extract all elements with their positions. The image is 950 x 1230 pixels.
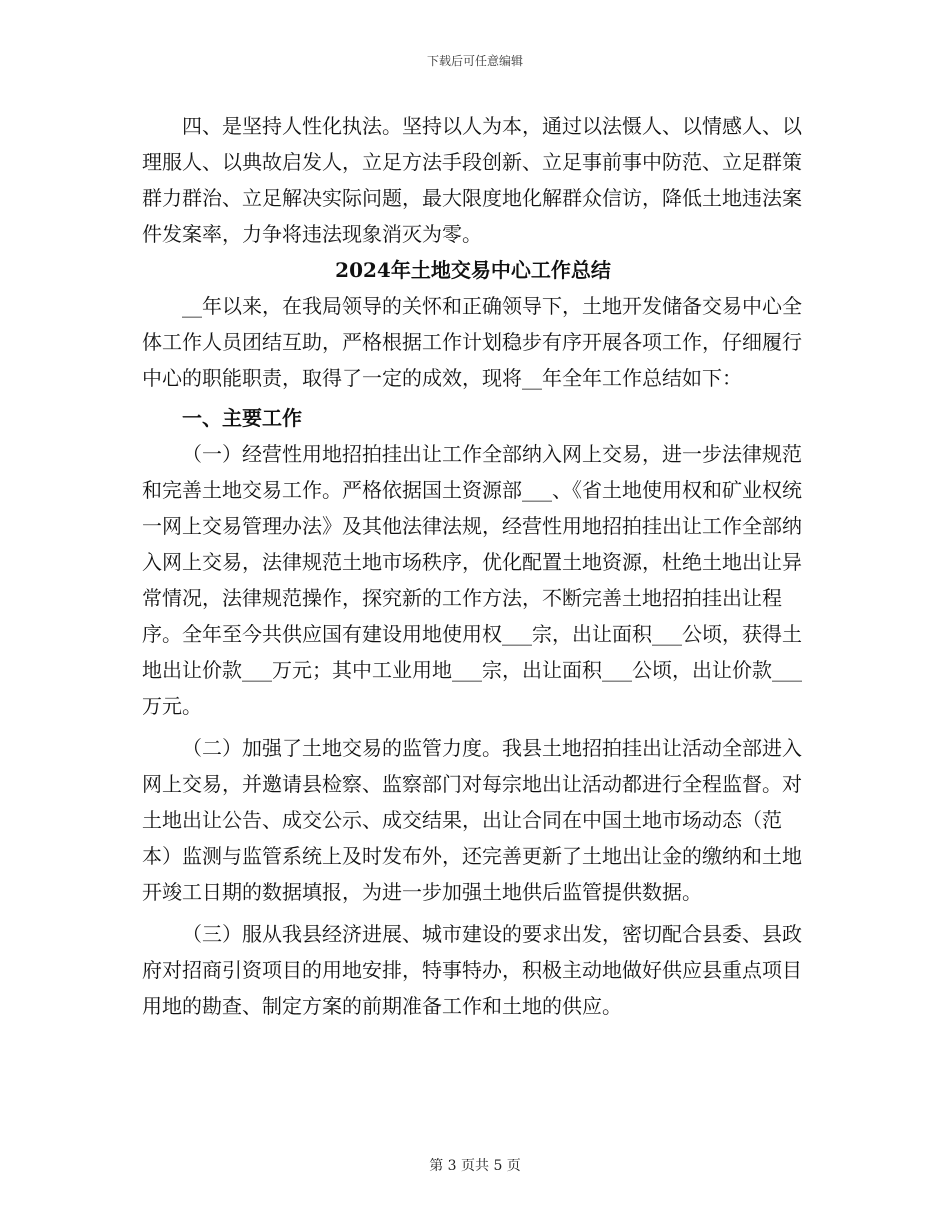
paragraph-supervision: （二）加强了土地交易的监管力度。我县土地招拍挂出让活动全部进入网上交易，并邀请县检察、监察部门对每宗地出让活动都进行全程监督。对土地出让公告、成交公示、成交结果，出让合同在中国土地市场动态（范本）监测与监管系统上及时发布外，还完善更新了土地出让金的缴纳和土地开竣工日期的数据填报，为进一步加强土地供后监管提供数据。 — [142, 736, 802, 904]
paragraph-economic-development: （三）服从我县经济进展、城市建设的要求出发，密切配合县委、县政府对招商引资项目的用地安排，特事特办，积极主动地做好供应县重点项目用地的勘查、制定方案的前期准备工作和土地的供应。 — [142, 922, 802, 1018]
document-body — [142, 108, 804, 1024]
document-title: 2024年土地交易中心工作总结 — [335, 258, 611, 282]
page-header: 下载后可任意编辑 — [426, 54, 523, 68]
page-number: 第 3 页共 5 页 — [429, 1158, 521, 1174]
section-heading-main-work: 一、主要工作 — [182, 406, 302, 430]
paragraph-online-trading: （一）经营性用地招拍挂出让工作全部纳入网上交易，进一步法律规范和完善土地交易工作。严格依据国土资源部___、《省土地使用权和矿业权统一网上交易管理办法》及其他法律法规，经营性用地招拍挂出让工作全部纳入网上交易，法律规范土地市场秩序，优化配置土地资源，杜绝土地出让异常情况，法律规范操作，探究新的工作方法，不断完善土地招拍挂出让程序。全年至今共供应国有建设用地使用权___宗，出让面积___公顷，获得土地出让价款___万元；其中工业用地___宗，出让面积___公顷，出让价款___万元。 — [142, 442, 802, 718]
paragraph-law-enforcement: 四、是坚持人性化执法。坚持以人为本，通过以法慑人、以情感人、以理服人、以典故启发人，立足方法手段创新、立足事前事中防范、立足群策群力群治、立足解决实际问题，最大限度地化解群众信访，降低土地违法案件发案率，力争将违法现象消灭为零。 — [142, 114, 802, 246]
paragraph-intro: __年以来，在我局领导的关怀和正确领导下，土地开发储备交易中心全体工作人员团结互助，严格根据工作计划稳步有序开展各项工作，仔细履行中心的职能职责，取得了一定的成效，现将__年全年工作总结如下： — [142, 294, 802, 390]
